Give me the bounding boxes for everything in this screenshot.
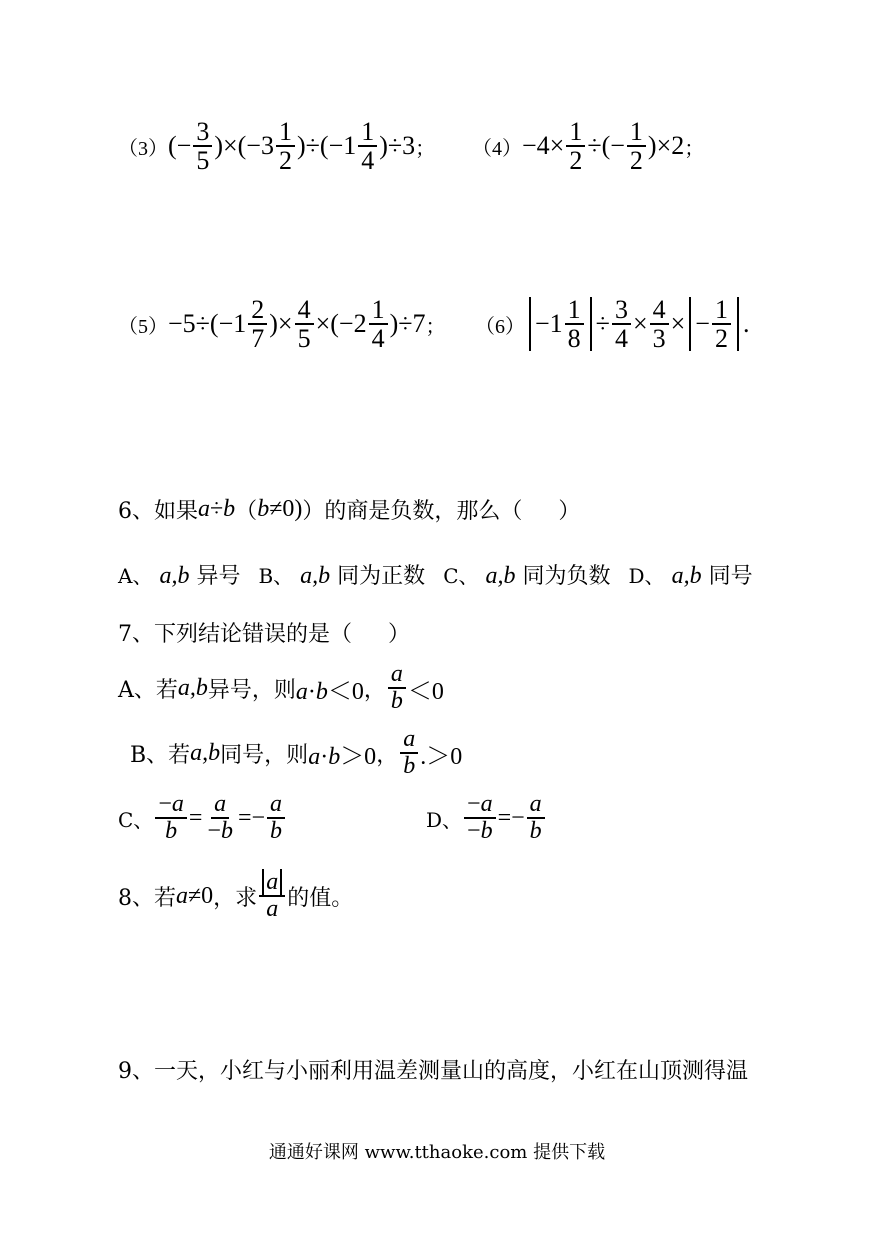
question-text: 的值。 [287, 885, 354, 911]
question-6: 6、如果 a÷b （ b≠0) ）的商是负数，那么（ ） [118, 496, 581, 524]
problem-5: （5） −5÷(−1 $\frac{2}{7}$ )× $\frac{4}{5}$ ×(−2 $\frac{1}{4}$ )÷7 ； [118, 295, 446, 354]
abs-bar [737, 297, 739, 351]
problem-end: ； [684, 137, 705, 160]
fraction: $\frac{-a}{b}$ [155, 792, 187, 844]
problem-end: ； [415, 137, 436, 160]
fraction: $\frac{a}{-b}$ [207, 791, 233, 845]
question-text: ）的商是负数，那么（ [302, 499, 523, 524]
option-a: A、 a,b 异号 [118, 563, 241, 589]
question-text: （ [235, 499, 258, 524]
problem-label: （5） [118, 315, 168, 338]
fraction: $\frac{1}{2}$ [566, 118, 585, 175]
fraction: $\frac{a}{b}$ [388, 662, 406, 714]
fraction: $\frac{1}{2}$ [712, 296, 731, 353]
abs-bar [529, 297, 531, 351]
question-7-option-b: B、若 a,b 同号，则 a·b＞0 ， $\frac{a}{b}$ .＞0 [130, 726, 463, 780]
problem-3: （3） (− $\frac{3}{5}$ )×(−3 $\frac{1}{2}$ )÷(−1 $\frac{1}{4}$ )÷3 ； [118, 117, 436, 176]
problem-label: （6） [475, 315, 525, 338]
fraction: $\frac{a}{b}$ [527, 792, 545, 844]
fraction: $\frac{a}{b}$ [400, 727, 418, 779]
fraction: $\frac{3}{4}$ [612, 296, 631, 353]
abs-bar [689, 297, 691, 351]
question-text: 6、如果 [118, 499, 198, 524]
question-6-options [118, 559, 753, 590]
fraction: $\frac{3}{5}$ [193, 118, 212, 175]
problem-label: （3） [118, 137, 168, 160]
question-text: 9、一天，小红与小丽利用温差测量山的高度，小红在山顶测得温 [118, 1059, 748, 1084]
problem-4: （4） −4× $\frac{1}{2}$ ÷(− $\frac{1}{2}$ )×2 ； [472, 117, 705, 176]
fraction: $\frac{1}{4}$ [369, 296, 388, 353]
question-7 [118, 617, 410, 648]
problem-end: . [742, 309, 750, 339]
question-text: ，求 [213, 885, 258, 911]
fraction: $\frac{1}{2}$ [276, 118, 295, 175]
fraction: $\frac{a}{b}$ [267, 792, 285, 844]
fraction: $\frac{1}{8}$ [565, 296, 584, 353]
question-text: 7、下列结论错误的是（ [118, 622, 352, 647]
question-text: 8、若 [118, 885, 176, 911]
fraction: $\frac{a}{a}$ [259, 870, 285, 922]
problem-6: （6） −1 $\frac{1}{8}$ ÷ $\frac{3}{4}$ × $\frac{4}{3}$ × − $\frac{1}{2}$ . [475, 295, 750, 354]
option-b: B、 a,b 同为正数 [258, 563, 426, 589]
question-7-option-c: C、 $\frac{-a}{b}$ = $\frac{a}{-b}$ =− $\frac{a}{b}$ [118, 792, 287, 844]
page-footer: 通通好课网 www.tthaoke.com 提供下载 [268, 1142, 606, 1163]
fraction: $\frac{1}{2}$ [627, 118, 646, 175]
option-c: C、 a,b 同为负数 [443, 563, 611, 589]
fraction: $\frac{1}{4}$ [358, 118, 377, 175]
option-d: D、 a,b 同号 [628, 563, 753, 589]
question-8: 8、若 a≠0 ，求 $\frac{a}{a}$ 的值。 [118, 869, 354, 923]
problem-end: ； [425, 315, 446, 338]
question-text: ） [558, 499, 581, 524]
question-9 [118, 1054, 748, 1085]
question-text: ） [388, 622, 411, 647]
question-7-option-a: A、若 a,b 异号，则 a·b＜0 ， $\frac{a}{b}$ ＜0 [118, 661, 444, 715]
fraction: $\frac{4}{5}$ [295, 296, 314, 353]
fraction: $\frac{2}{7}$ [248, 296, 267, 353]
question-7-option-d: D、 $\frac{-a}{-b}$ =− $\frac{a}{b}$ [426, 792, 547, 844]
fraction: $\frac{-a}{-b}$ [464, 792, 496, 844]
fraction: $\frac{4}{3}$ [650, 296, 669, 353]
problem-label: （4） [472, 137, 522, 160]
abs-bar [590, 297, 592, 351]
